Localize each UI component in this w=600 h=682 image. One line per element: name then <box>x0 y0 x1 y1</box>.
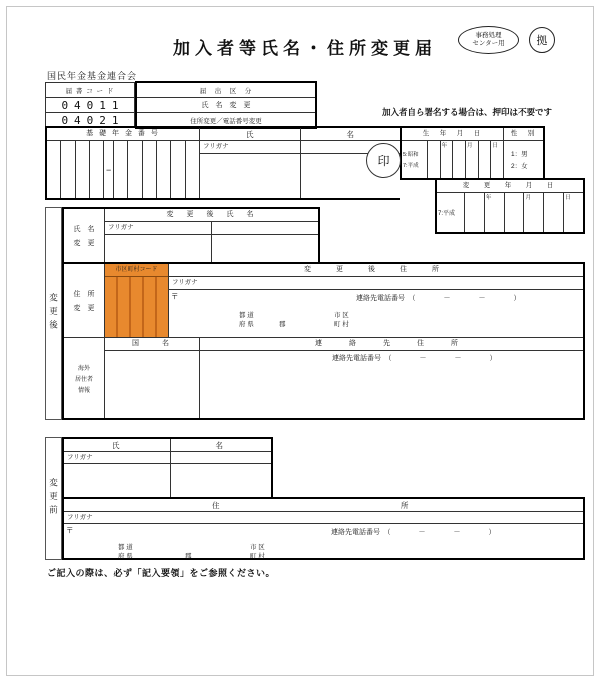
era-options[interactable] <box>402 141 428 178</box>
country-column <box>105 338 200 418</box>
digit-cell[interactable] <box>465 193 485 232</box>
address-change-row-label: 住 所 変 更 <box>64 264 105 337</box>
postal-mark: 〒 <box>171 292 179 301</box>
after-address-header: 変 更 後 住 所 <box>169 264 583 277</box>
prefecture-label: 都 道 府 県 <box>239 312 254 329</box>
city-label: 市 区 町 村 <box>250 544 265 561</box>
form-code-address-change: 04021 <box>61 113 125 127</box>
submission-category-header: 届 出 区 分 <box>137 83 315 98</box>
digit-cell[interactable] <box>505 193 525 232</box>
contact-phone-line[interactable]: 連絡先電話番号 （ － － ） <box>356 295 521 302</box>
county-label: 郡 <box>185 553 192 560</box>
city-code-cell[interactable] <box>118 277 131 337</box>
stamp-text-line1: 事務処理 <box>475 31 502 39</box>
month-label: 月 <box>467 143 473 149</box>
digit-cell[interactable] <box>90 141 104 198</box>
month-label: 月 <box>525 195 531 201</box>
overseas-contact-column <box>200 338 583 418</box>
digit-cell[interactable] <box>171 141 185 198</box>
after-address-input-area[interactable] <box>169 290 583 337</box>
seal-mark: 印 <box>366 143 401 178</box>
before-name-block <box>62 437 273 497</box>
digit-cell[interactable] <box>491 141 503 178</box>
form-title: 加入者等氏名・住所変更届 <box>173 39 437 58</box>
furigana-row[interactable]: フリガナ <box>64 452 271 464</box>
before-name-input-area[interactable] <box>64 464 271 497</box>
form-code-name-change: 04011 <box>46 98 134 113</box>
furigana-row[interactable]: フリガナ <box>64 512 583 524</box>
postal-mark: 〒 <box>66 526 74 535</box>
organization-name: 国民年金基金連合会 <box>47 71 138 81</box>
digit-cell[interactable] <box>428 141 441 178</box>
category-name-change: 氏 名 変 更 <box>137 98 315 113</box>
overseas-resident-group <box>64 338 583 418</box>
column-divider <box>170 439 171 497</box>
era-heisei: 7:平成 <box>437 193 465 232</box>
city-code-cell[interactable] <box>131 277 144 337</box>
column-divider <box>211 222 212 262</box>
furigana-row[interactable]: フリガナ <box>105 222 318 235</box>
city-code-block <box>105 264 169 337</box>
basic-pension-number-block <box>47 128 200 198</box>
name-header-row <box>200 128 400 141</box>
submission-category-column <box>135 81 317 129</box>
after-name-header: 変 更 後 氏 名 <box>105 209 318 222</box>
name-change-row-label: 氏 名 変 更 <box>64 209 105 262</box>
digit-cell[interactable] <box>479 141 492 178</box>
after-address-block <box>62 262 585 420</box>
day-label: 日 <box>492 143 498 149</box>
basic-pension-number-header: 基 礎 年 金 番 号 <box>47 128 199 141</box>
processing-center-stamp <box>458 26 519 54</box>
digit-cell[interactable] <box>128 141 142 198</box>
county-label: 郡 <box>279 321 286 328</box>
city-code-cell[interactable] <box>105 277 118 337</box>
gender-options[interactable] <box>504 141 543 178</box>
digit-cell[interactable] <box>61 141 75 198</box>
kyo-circle-stamp: 拠 <box>529 27 555 53</box>
overseas-contact-header: 連 絡 先 住 所 <box>200 338 583 351</box>
digit-cell[interactable] <box>114 141 128 198</box>
city-code-header: 市区町村コード <box>105 264 168 277</box>
before-address-block <box>62 497 585 560</box>
signature-note: 加入者自ら署名する場合は、押印は不要です <box>381 107 552 117</box>
digit-cell[interactable] <box>186 141 199 198</box>
first-name-header: 名 <box>346 130 354 139</box>
before-name-header-row <box>64 439 271 452</box>
footer-note: ご記入の際は、必ず「記入要領」をご参照ください。 <box>47 568 276 578</box>
gender-header: 性 別 <box>504 128 543 141</box>
digit-cell[interactable] <box>47 141 61 198</box>
address-change-group <box>64 264 583 338</box>
country-input-area[interactable] <box>105 351 199 418</box>
after-change-side-label: 変更後 <box>45 207 62 420</box>
form-code-header: 届 書 コ ー ド <box>46 83 134 98</box>
before-change-side-label: 変更前 <box>45 437 62 560</box>
column-divider <box>300 141 301 198</box>
gender-female-option: 2：女 <box>511 163 528 170</box>
birth-date-header: 生 年 月 日 <box>402 128 503 141</box>
furigana-row[interactable]: フリガナ <box>200 141 400 154</box>
city-code-cell[interactable] <box>144 277 157 337</box>
section-subscriber-info <box>45 126 400 200</box>
birth-date-block <box>402 128 504 178</box>
city-code-cell[interactable] <box>157 277 168 337</box>
digit-cell[interactable] <box>466 141 479 178</box>
first-name-header: 名 <box>215 441 223 450</box>
hyphen-separator: − <box>104 141 114 198</box>
change-date-block <box>435 178 585 234</box>
digit-cell[interactable] <box>76 141 90 198</box>
city-code-cells <box>105 277 168 337</box>
digit-cell[interactable] <box>485 193 505 232</box>
form-code-column <box>45 82 135 128</box>
stamp-text-line2: センター用 <box>472 40 505 47</box>
overseas-row-label: 海外 居住者 情報 <box>64 338 105 418</box>
prefecture-label: 都 道 府 県 <box>118 544 133 561</box>
overseas-contact-input-area[interactable] <box>200 351 583 418</box>
after-name-content <box>105 209 318 262</box>
gender-male-option: 1：男 <box>511 151 528 158</box>
after-name-change-block <box>62 207 320 262</box>
change-date-cells <box>437 193 583 232</box>
year-label: 年 <box>485 195 492 201</box>
contact-phone-line[interactable]: 連絡先電話番号 （ － － ） <box>331 529 496 536</box>
basic-pension-number-cells <box>47 141 199 198</box>
digit-cell[interactable] <box>524 193 544 232</box>
category-address-change: 住所変更／電話番号変更 <box>190 117 262 125</box>
digit-cell[interactable] <box>544 193 564 232</box>
day-label: 日 <box>565 195 571 201</box>
digit-cell[interactable] <box>157 141 171 198</box>
year-label: 年 <box>441 143 448 149</box>
birth-gender-block <box>400 126 545 180</box>
after-address-content <box>169 264 583 337</box>
before-address-input-area[interactable] <box>64 524 583 561</box>
address-header-left: 住 <box>212 501 220 510</box>
contact-phone-line[interactable]: 連絡先電話番号 （ － － ） <box>332 355 497 362</box>
country-header: 国 名 <box>105 338 199 351</box>
era-heisei: 7:平成 <box>403 163 419 169</box>
furigana-row[interactable]: フリガナ <box>169 277 583 290</box>
city-label: 市 区 町 村 <box>334 312 349 329</box>
birth-date-cells <box>402 141 503 178</box>
last-name-header: 氏 <box>200 128 301 140</box>
address-header-right: 所 <box>401 501 409 510</box>
change-date-header: 変 更 年 月 日 <box>437 180 583 193</box>
gender-block <box>504 128 543 178</box>
last-name-header: 氏 <box>112 441 120 450</box>
digit-cell[interactable] <box>441 141 454 178</box>
digit-cell[interactable] <box>143 141 157 198</box>
before-address-header-row <box>64 499 583 512</box>
digit-cell[interactable] <box>453 141 466 178</box>
digit-cell[interactable] <box>564 193 583 232</box>
era-showa: 5:昭和 <box>403 152 419 158</box>
